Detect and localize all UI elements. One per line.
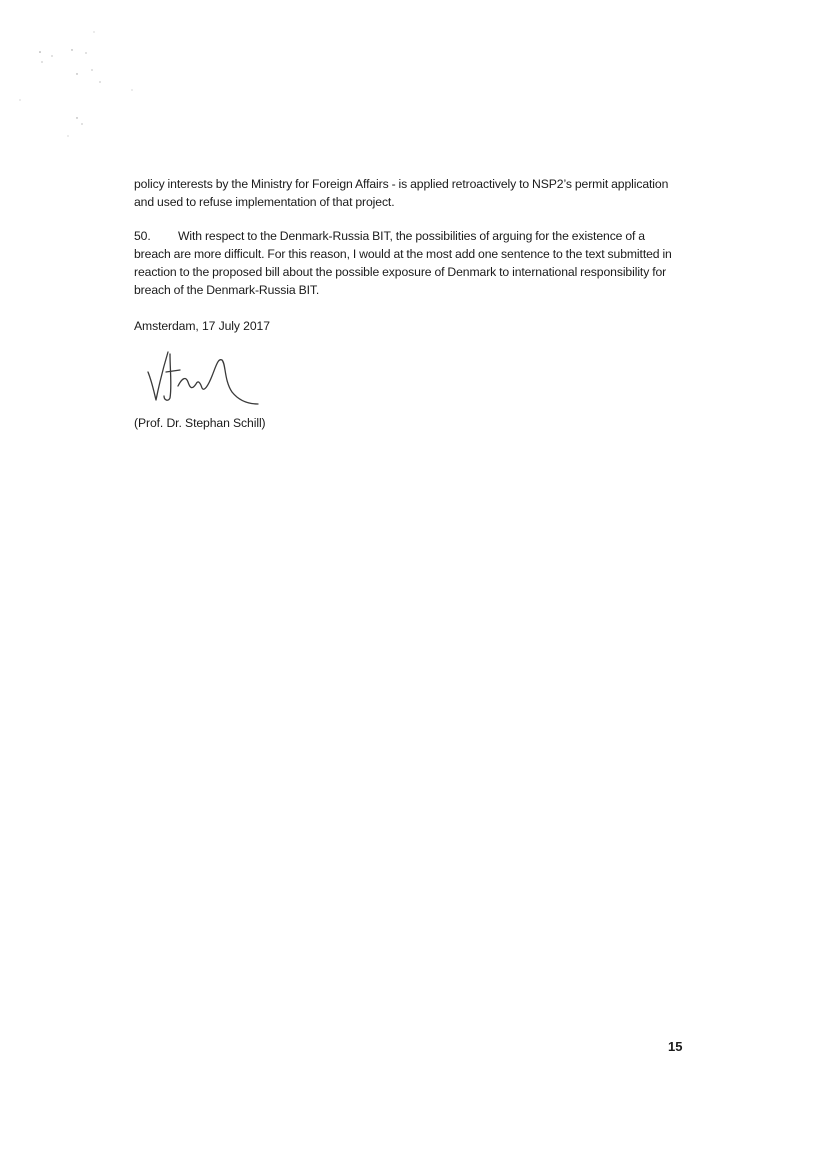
place-and-date: Amsterdam, 17 July 2017 xyxy=(134,319,270,333)
paragraph-50-text: With respect to the Denmark-Russia BIT, the possibilities of arguing for the existence of a breach are more difficult. For this reason, I would at the most add one sentence to the text submitted in reaction to the proposed bill about the possible exposure of Denmark to international responsibility for breach of the Denmark-Russia BIT. xyxy=(134,229,672,297)
paragraph-number: 50. xyxy=(134,229,151,243)
paragraph-50-body xyxy=(134,227,682,299)
paragraph-50 xyxy=(134,227,682,299)
page-number: 15 xyxy=(668,1039,683,1054)
handwritten-signature xyxy=(140,342,280,408)
paragraph-continuation-text: policy interests by the Ministry for Foreign Affairs - is applied retroactively to NSP2’s permit application and used to refuse implementation of that project. xyxy=(134,177,669,209)
signatory-name: (Prof. Dr. Stephan Schill) xyxy=(134,416,266,430)
paragraph-continuation xyxy=(134,175,682,211)
scan-noise-marks xyxy=(0,0,180,150)
